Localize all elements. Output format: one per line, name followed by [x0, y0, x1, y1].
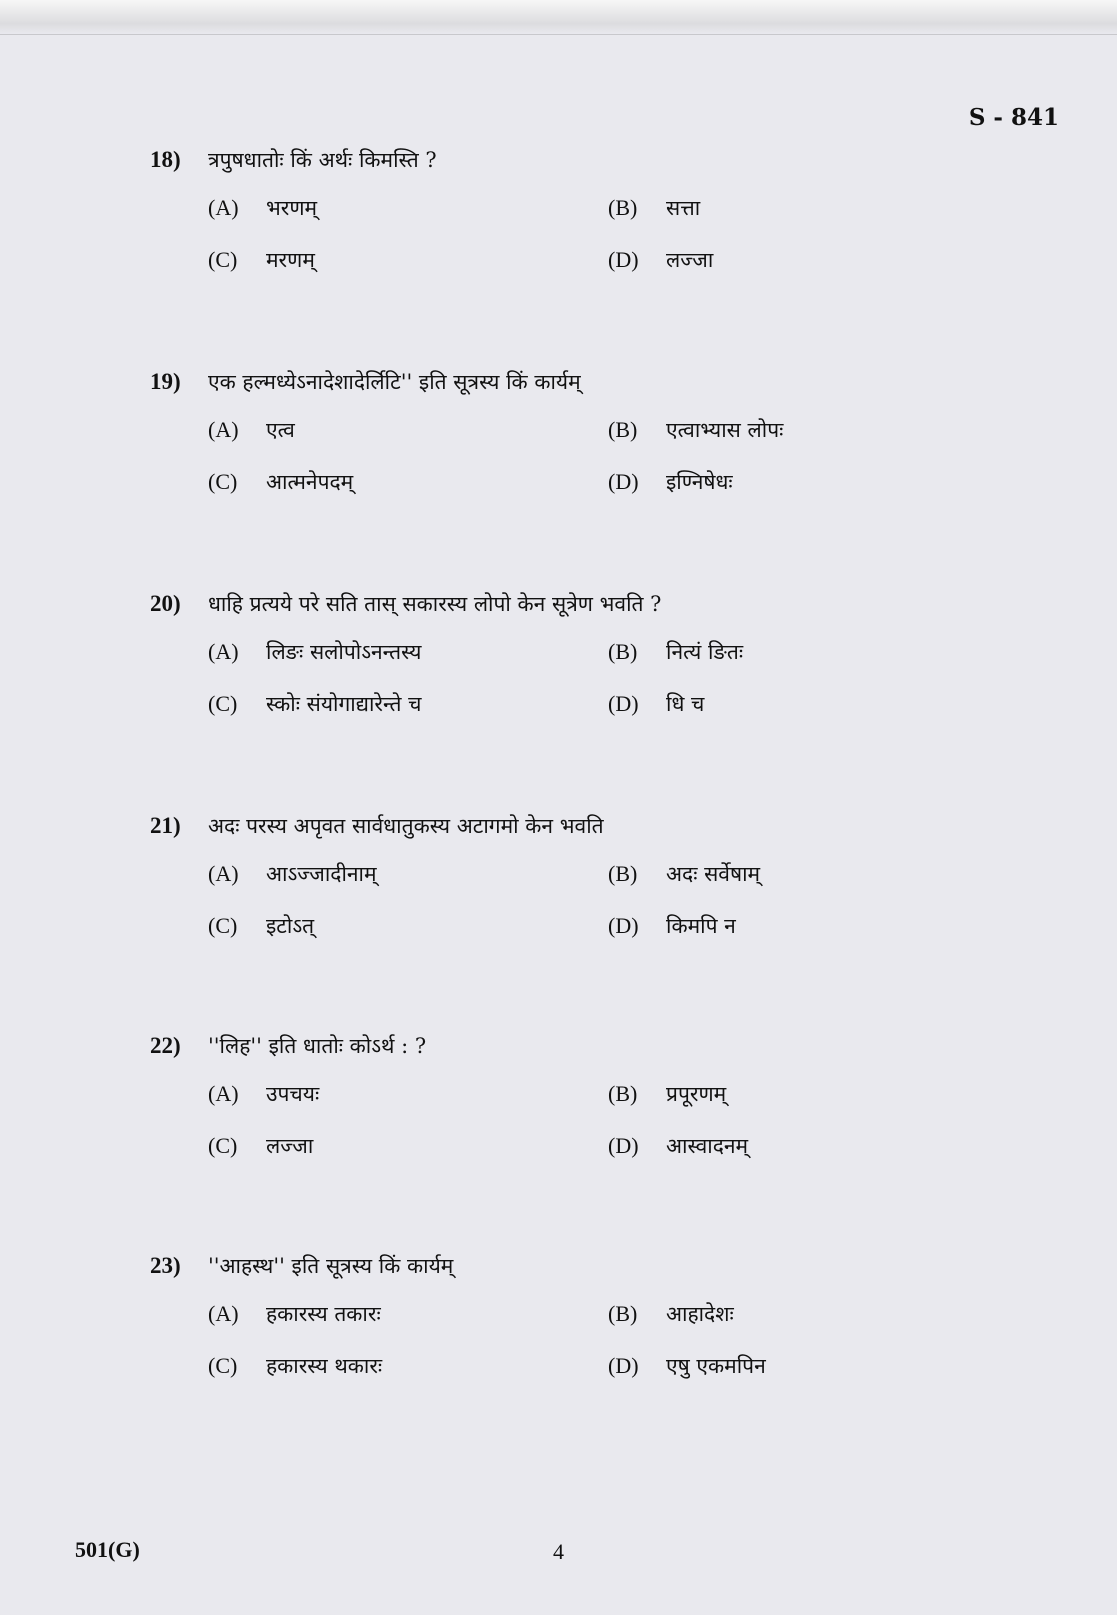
options-grid: [208, 638, 1050, 718]
question-23: [150, 1252, 1050, 1380]
option-label: (A): [208, 417, 239, 442]
option-text: उपचयः: [266, 1082, 320, 1106]
option-text: एषु एकमपिन: [666, 1354, 766, 1378]
option-b: [608, 194, 1008, 222]
option-label: (D): [608, 247, 639, 272]
option-text: भरणम्: [266, 196, 318, 220]
option-label: (C): [208, 247, 238, 272]
option-label: (A): [208, 1081, 239, 1106]
option-text: लज्जा: [666, 248, 714, 272]
option-text: धि च: [666, 692, 705, 716]
option-a: [208, 1300, 608, 1328]
question-text: एक हल्मध्येऽनादेशादेर्लिटि'' इति सूत्रस्य किं कार्यम्: [208, 370, 581, 394]
question-line: [150, 1032, 1050, 1060]
question-number: 18): [150, 147, 181, 172]
option-label: (B): [608, 1081, 638, 1106]
option-label: (C): [208, 469, 238, 494]
question-line: [150, 812, 1050, 840]
option-b: [608, 860, 1008, 888]
option-c: [208, 246, 608, 274]
option-b: [608, 416, 1008, 444]
question-text: त्रपुषधातोः किं अर्थः किमस्ति ?: [208, 148, 437, 172]
question-text: धाहि प्रत्यये परे सति तास् सकारस्य लोपो केन सूत्रेण भवति ?: [208, 592, 662, 616]
option-text: आत्मनेपदम्: [266, 470, 354, 494]
option-label: (A): [208, 861, 239, 886]
option-label: (C): [208, 1133, 238, 1158]
option-label: (C): [208, 691, 238, 716]
question-text: अदः परस्य अपृवत सार्वधातुकस्य अटागमो केन भवति: [208, 814, 604, 838]
question-text: ''लिह'' इति धातोः कोऽर्थ : ?: [208, 1034, 427, 1058]
question-line: [150, 590, 1050, 618]
option-text: सत्ता: [666, 196, 701, 220]
option-c: [208, 1352, 608, 1380]
option-label: (A): [208, 1301, 239, 1326]
option-a: [208, 416, 608, 444]
option-b: [608, 638, 1008, 666]
options-grid: [208, 416, 1050, 496]
option-text: स्कोः संयोगाद्यारेन्ते च: [266, 692, 422, 716]
option-a: [208, 194, 608, 222]
option-b: [608, 1080, 1008, 1108]
question-18: [150, 146, 1050, 274]
question-19: [150, 368, 1050, 496]
option-text: आस्वादनम्: [666, 1134, 749, 1158]
options-grid: [208, 1300, 1050, 1380]
option-label: (B): [608, 1301, 638, 1326]
option-text: प्रपूरणम्: [666, 1082, 727, 1106]
option-c: [208, 690, 608, 718]
paper-code: 501(G): [75, 1537, 140, 1562]
option-text: एत्व: [266, 418, 295, 442]
option-a: [208, 638, 608, 666]
options-grid: [208, 194, 1050, 274]
option-label: (C): [208, 1353, 238, 1378]
option-text: आहादेशः: [666, 1302, 734, 1326]
question-number: 20): [150, 591, 181, 616]
option-label: (A): [208, 195, 239, 220]
document-code: S - 841: [968, 104, 1059, 131]
option-text: इण्निषेधः: [666, 470, 733, 494]
option-d: [608, 690, 1008, 718]
question-number: 21): [150, 813, 181, 838]
option-d: [608, 1352, 1008, 1380]
question-number: 19): [150, 369, 181, 394]
question-number: 22): [150, 1033, 181, 1058]
option-text: नित्यं ङितः: [666, 640, 744, 664]
option-text: मरणम्: [266, 248, 315, 272]
option-label: (B): [608, 639, 638, 664]
option-text: हकारस्य तकारः: [266, 1302, 381, 1326]
question-number: 23): [150, 1253, 181, 1278]
option-text: हकारस्य थकारः: [266, 1354, 383, 1378]
option-c: [208, 1132, 608, 1160]
option-label: (A): [208, 639, 239, 664]
page-number: 4: [553, 1539, 564, 1564]
question-20: [150, 590, 1050, 718]
question-line: [150, 368, 1050, 396]
option-text: एत्वाभ्यास लोपः: [666, 418, 784, 442]
option-label: (C): [208, 913, 238, 938]
option-d: [608, 1132, 1008, 1160]
option-label: (B): [608, 417, 638, 442]
question-line: [150, 146, 1050, 174]
question-line: [150, 1252, 1050, 1280]
option-label: (B): [608, 861, 638, 886]
option-a: [208, 860, 608, 888]
option-c: [208, 468, 608, 496]
option-d: [608, 246, 1008, 274]
option-text: अदः सर्वेषाम्: [666, 862, 761, 886]
option-label: (B): [608, 195, 638, 220]
option-label: (D): [608, 913, 639, 938]
options-grid: [208, 1080, 1050, 1160]
option-label: (D): [608, 1353, 639, 1378]
option-label: (D): [608, 1133, 639, 1158]
option-d: [608, 912, 1008, 940]
option-label: (D): [608, 691, 639, 716]
options-grid: [208, 860, 1050, 940]
page-top-edge: [0, 0, 1117, 35]
option-a: [208, 1080, 608, 1108]
option-text: आऽज्जादीनाम्: [266, 862, 377, 886]
option-text: लज्जा: [266, 1134, 314, 1158]
option-c: [208, 912, 608, 940]
option-text: किमपि न: [666, 914, 736, 938]
option-text: इटोऽत्: [266, 914, 315, 938]
option-d: [608, 468, 1008, 496]
question-21: [150, 812, 1050, 940]
question-22: [150, 1032, 1050, 1160]
option-text: लिङः सलोपोऽनन्तस्य: [266, 640, 422, 664]
option-label: (D): [608, 469, 639, 494]
question-text: ''आहस्थ'' इति सूत्रस्य किं कार्यम्: [208, 1254, 454, 1278]
option-b: [608, 1300, 1008, 1328]
